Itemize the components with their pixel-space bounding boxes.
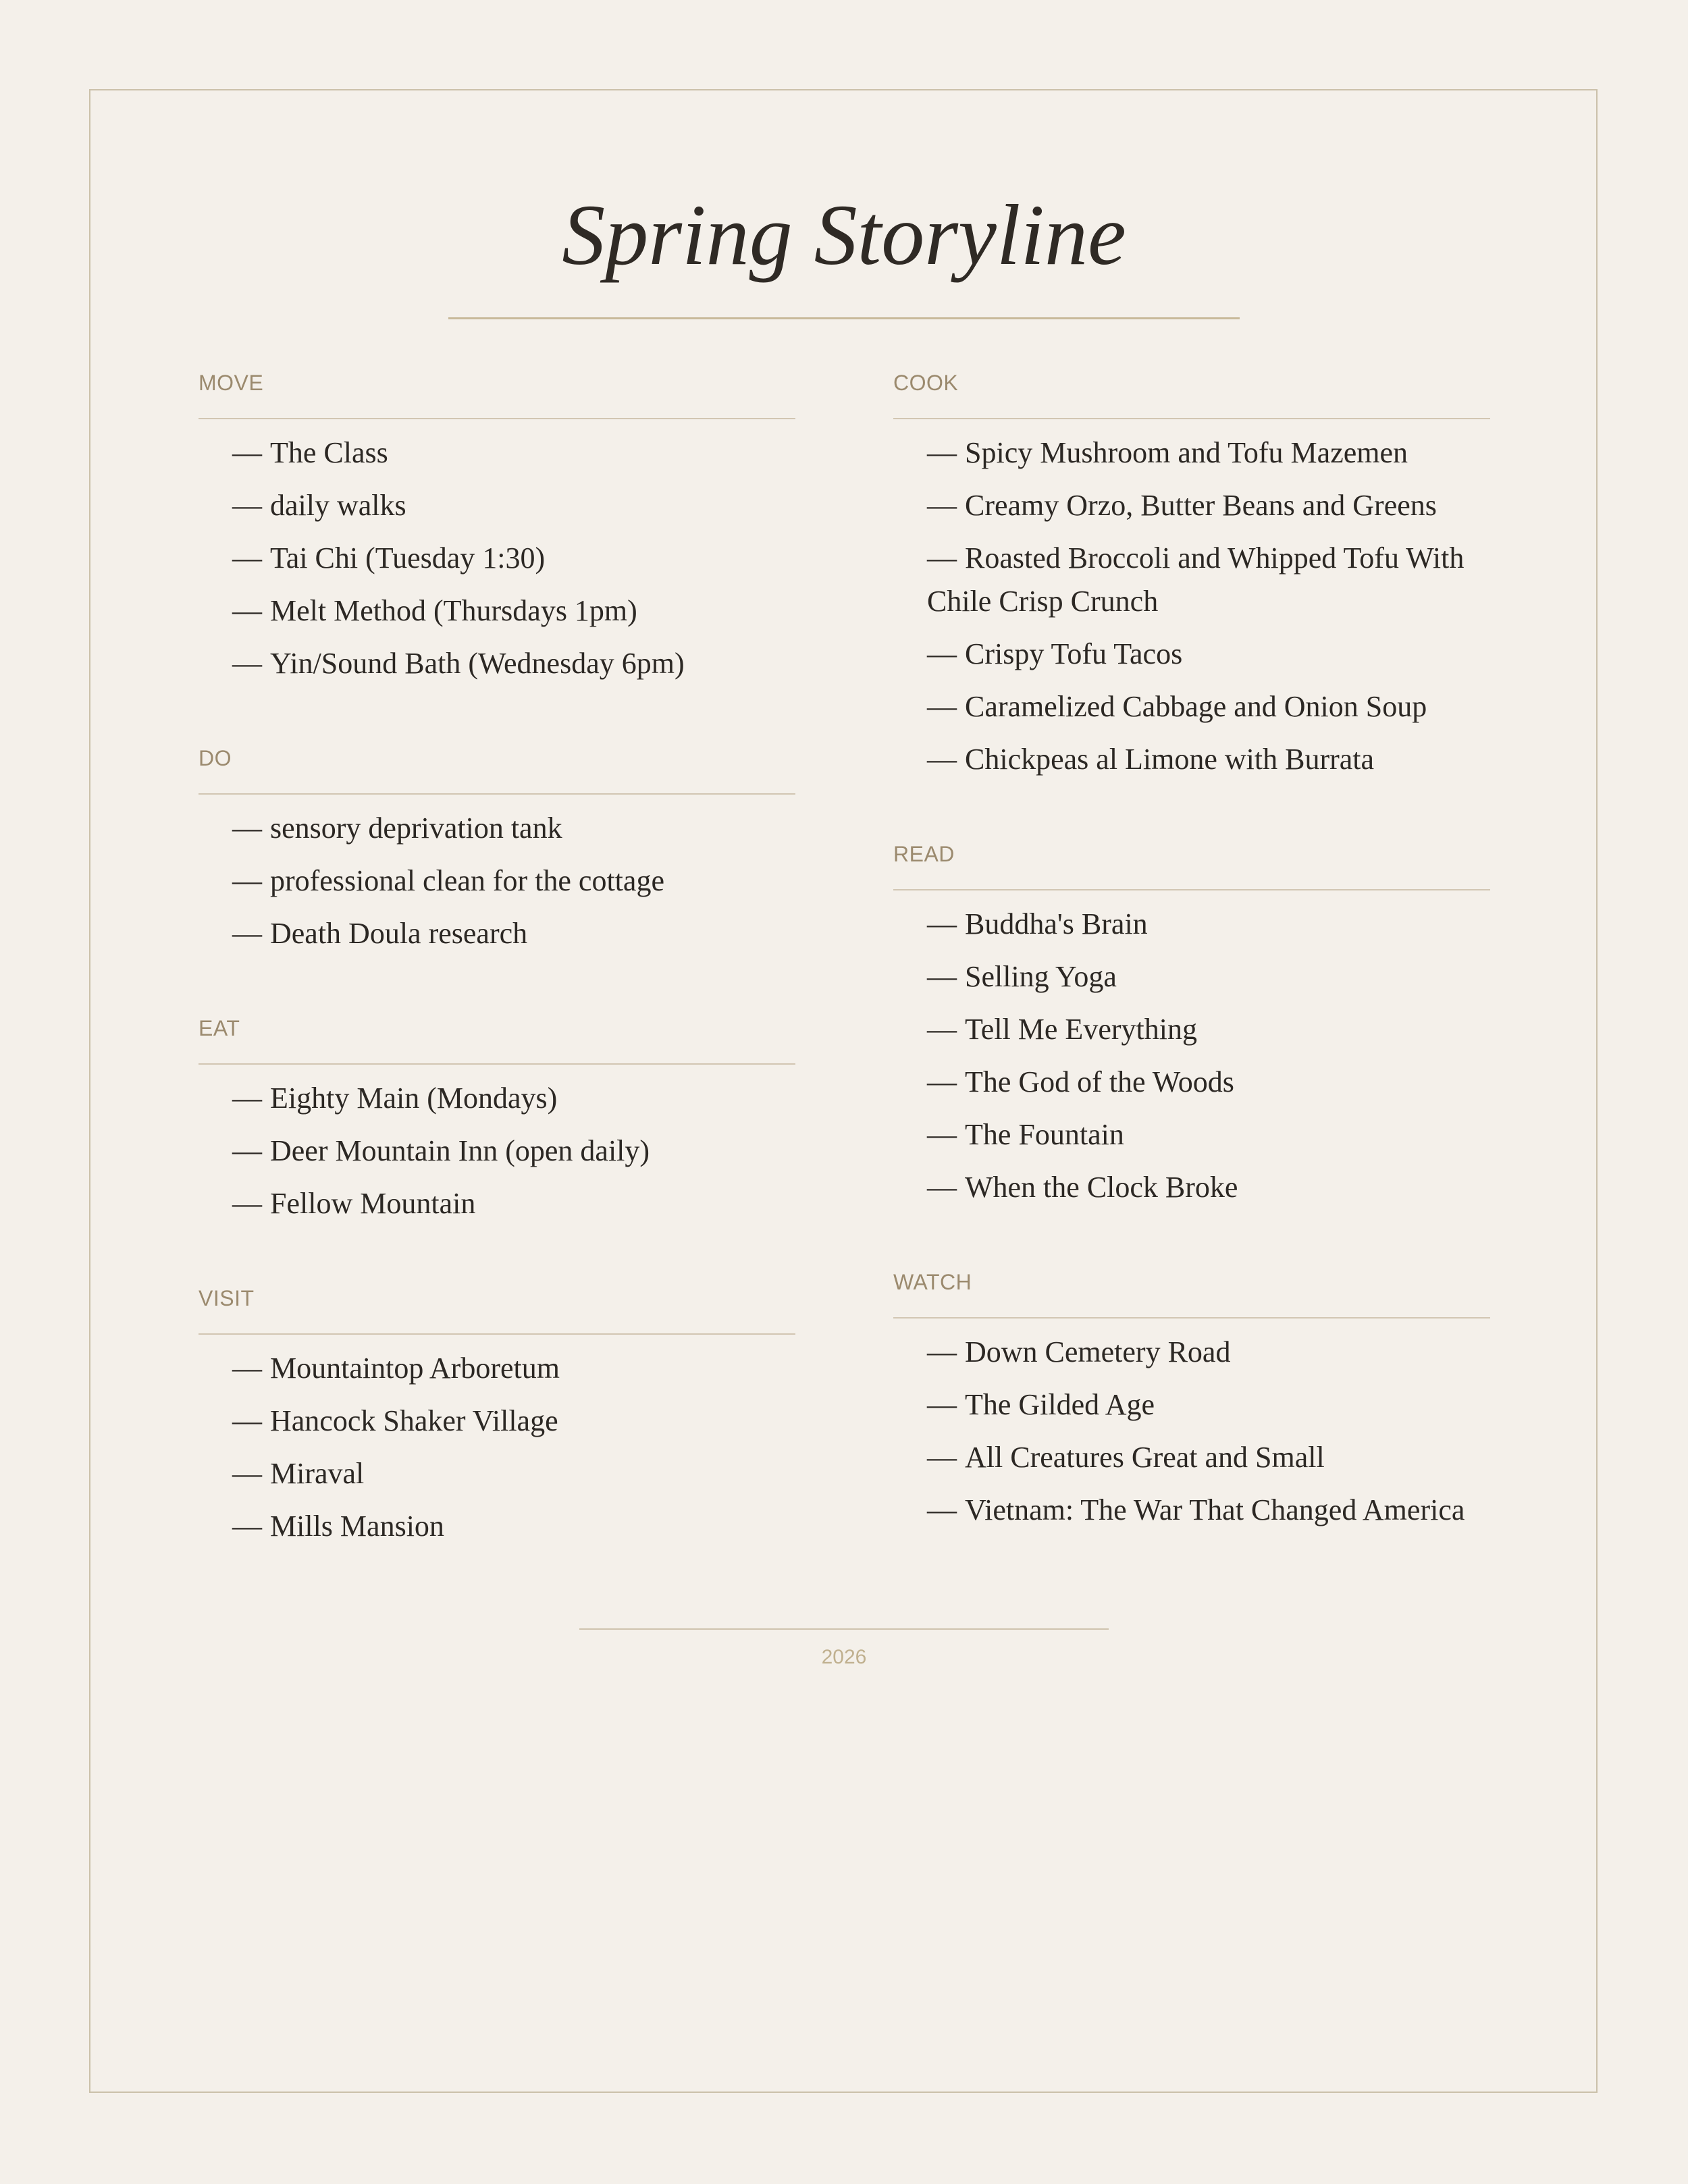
em-dash-bullet: — [927, 1441, 957, 1474]
em-dash-bullet: — [927, 637, 957, 670]
list-item [927, 537, 1490, 623]
list-item [232, 1400, 795, 1443]
item-list [199, 1347, 795, 1548]
em-dash-bullet: — [232, 541, 262, 575]
page-title: Spring Storyline [562, 187, 1126, 283]
list-item [232, 807, 795, 850]
list-item [232, 1452, 795, 1495]
list-item [927, 955, 1490, 998]
em-dash-bullet: — [927, 907, 957, 940]
footer-divider [579, 1628, 1109, 1630]
list-item-text: Deer Mountain Inn (open daily) [270, 1134, 650, 1167]
list-item-text: Crispy Tofu Tacos [965, 637, 1183, 670]
list-item [232, 642, 795, 685]
em-dash-bullet: — [232, 811, 262, 845]
list-item-text: Caramelized Cabbage and Onion Soup [965, 690, 1427, 723]
item-list [199, 807, 795, 955]
section-visit [199, 1283, 795, 1548]
em-dash-bullet: — [232, 489, 262, 522]
list-item-text: professional clean for the cottage [270, 864, 664, 897]
list-item [232, 1077, 795, 1120]
list-item-text: Selling Yoga [965, 960, 1117, 993]
list-item-text: All Creatures Great and Small [965, 1441, 1325, 1474]
em-dash-bullet: — [232, 864, 262, 897]
section-divider [893, 889, 1490, 890]
list-item [232, 1129, 795, 1173]
list-item-text: sensory deprivation tank [270, 811, 562, 845]
em-dash-bullet: — [927, 1388, 957, 1421]
section-cook [893, 368, 1490, 781]
item-list [199, 1077, 795, 1225]
section-label: READ [893, 842, 955, 866]
list-item-text: The Gilded Age [965, 1388, 1155, 1421]
em-dash-bullet: — [232, 1352, 262, 1385]
list-item [232, 1347, 795, 1390]
list-item-text: daily walks [270, 489, 406, 522]
em-dash-bullet: — [232, 1457, 262, 1490]
section-watch [893, 1267, 1490, 1532]
em-dash-bullet: — [927, 743, 957, 776]
item-list [893, 903, 1490, 1209]
em-dash-bullet: — [927, 1171, 957, 1204]
em-dash-bullet: — [927, 489, 957, 522]
list-item [232, 431, 795, 475]
section-divider [893, 1317, 1490, 1319]
list-item-text: Tai Chi (Tuesday 1:30) [270, 541, 546, 575]
em-dash-bullet: — [927, 690, 957, 723]
list-item [232, 1182, 795, 1225]
list-item-text: Mills Mansion [270, 1510, 444, 1543]
list-item-text: When the Clock Broke [965, 1171, 1238, 1204]
list-item [927, 903, 1490, 946]
list-item [232, 589, 795, 633]
list-item [927, 738, 1490, 781]
list-item [927, 633, 1490, 676]
section-move [199, 368, 795, 685]
list-item-text: Yin/Sound Bath (Wednesday 6pm) [270, 647, 685, 680]
item-list [199, 431, 795, 685]
list-item [927, 484, 1490, 527]
list-item [232, 859, 795, 903]
list-item [232, 537, 795, 580]
list-item [927, 1489, 1490, 1532]
section-divider [199, 793, 795, 795]
list-item-text: Vietnam: The War That Changed America [965, 1493, 1465, 1526]
list-item-text: Roasted Broccoli and Whipped Tofu With Chile Crisp Crunch [927, 541, 1465, 618]
list-item-text: Eighty Main (Mondays) [270, 1082, 558, 1115]
list-item-text: The Fountain [965, 1118, 1124, 1151]
section-divider [199, 1333, 795, 1335]
list-item [927, 685, 1490, 728]
list-item [232, 484, 795, 527]
section-label: COOK [893, 371, 959, 395]
list-item [927, 1008, 1490, 1051]
list-item-text: Down Cemetery Road [965, 1335, 1231, 1368]
section-divider [199, 418, 795, 419]
em-dash-bullet: — [927, 436, 957, 469]
em-dash-bullet: — [927, 1118, 957, 1151]
list-item-text: Fellow Mountain [270, 1187, 476, 1220]
list-item [927, 1061, 1490, 1104]
list-item [232, 912, 795, 955]
list-item-text: Mountaintop Arboretum [270, 1352, 560, 1385]
list-item-text: The Class [270, 436, 388, 469]
em-dash-bullet: — [232, 647, 262, 680]
list-item-text: Hancock Shaker Village [270, 1404, 558, 1437]
list-item [927, 1436, 1490, 1479]
em-dash-bullet: — [232, 1082, 262, 1115]
left-column [199, 368, 795, 1606]
section-divider [893, 418, 1490, 419]
em-dash-bullet: — [927, 1065, 957, 1098]
list-item [927, 1331, 1490, 1374]
em-dash-bullet: — [927, 1013, 957, 1046]
em-dash-bullet: — [927, 541, 957, 575]
list-item-text: Spicy Mushroom and Tofu Mazemen [965, 436, 1408, 469]
list-item-text: Tell Me Everything [965, 1013, 1197, 1046]
em-dash-bullet: — [232, 917, 262, 950]
list-item-text: Death Doula research [270, 917, 528, 950]
section-do [199, 743, 795, 955]
list-item-text: Chickpeas al Limone with Burrata [965, 743, 1375, 776]
em-dash-bullet: — [232, 1134, 262, 1167]
section-eat [199, 1013, 795, 1225]
footer-year: 2026 [821, 1646, 867, 1668]
em-dash-bullet: — [232, 1187, 262, 1220]
item-list [893, 1331, 1490, 1532]
em-dash-bullet: — [232, 1510, 262, 1543]
em-dash-bullet: — [927, 960, 957, 993]
section-label: EAT [199, 1016, 240, 1040]
section-read [893, 839, 1490, 1209]
em-dash-bullet: — [232, 594, 262, 627]
em-dash-bullet: — [927, 1493, 957, 1526]
list-item-text: Melt Method (Thursdays 1pm) [270, 594, 637, 627]
list-item-text: Creamy Orzo, Butter Beans and Greens [965, 489, 1437, 522]
list-item-text: Miraval [270, 1457, 365, 1490]
em-dash-bullet: — [232, 436, 262, 469]
em-dash-bullet: — [927, 1335, 957, 1368]
section-divider [199, 1063, 795, 1065]
list-item [927, 431, 1490, 475]
section-label: DO [199, 746, 232, 770]
em-dash-bullet: — [232, 1404, 262, 1437]
list-item [927, 1166, 1490, 1209]
list-item-text: Buddha's Brain [965, 907, 1148, 940]
list-item-text: The God of the Woods [965, 1065, 1234, 1098]
section-label: WATCH [893, 1270, 972, 1294]
right-column [893, 368, 1490, 1590]
list-item [232, 1505, 795, 1548]
list-item [927, 1383, 1490, 1427]
section-label: MOVE [199, 371, 264, 395]
title-divider [448, 317, 1240, 319]
item-list [893, 431, 1490, 781]
list-item [927, 1113, 1490, 1156]
section-label: VISIT [199, 1286, 255, 1310]
